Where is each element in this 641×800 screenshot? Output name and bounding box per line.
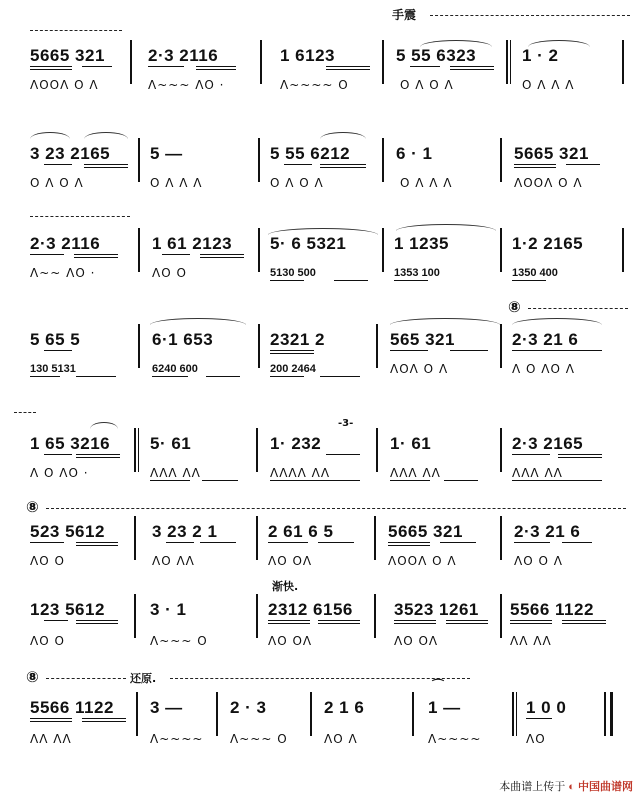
melody-measure: 3 23 2 1 [152, 522, 218, 541]
beam [44, 454, 72, 455]
barline [382, 228, 384, 272]
dashed-line [30, 216, 130, 217]
barline [500, 324, 502, 368]
barline [130, 40, 132, 84]
melody-measure: 2·3 2116 [30, 234, 101, 253]
tremolo-annotation: 手震 [392, 8, 417, 22]
beam [166, 542, 194, 543]
beam [84, 164, 128, 165]
beam [76, 457, 120, 458]
beam [318, 623, 360, 624]
slur [150, 318, 246, 325]
barline [138, 138, 140, 182]
beam [30, 542, 64, 543]
melody-measure: 3 — [150, 698, 183, 717]
beam [440, 542, 476, 543]
beam [82, 718, 126, 719]
beam [268, 623, 310, 624]
beam [444, 480, 478, 481]
beam [268, 542, 308, 543]
melody-measure: 5665 321 [514, 144, 589, 163]
melody-measure: 3 23 2165 [30, 144, 111, 163]
barline [260, 40, 262, 84]
beam [200, 254, 244, 255]
barline [256, 516, 258, 560]
melody-measure: 2·3 21 6 [514, 522, 581, 541]
beam [334, 280, 368, 281]
percussion-measure: ΛO [526, 732, 546, 746]
beam [512, 350, 602, 351]
melody-measure: 1 — [428, 698, 461, 717]
barline [138, 228, 140, 272]
percussion-measure: ΛO O [152, 266, 187, 280]
slur [396, 224, 496, 231]
beam [206, 376, 240, 377]
percussion-measure: ΛO O [30, 634, 65, 648]
barline [382, 138, 384, 182]
beam [284, 164, 312, 165]
barline [376, 428, 378, 472]
beam [566, 164, 600, 165]
melody-measure: 1 65 3216 [30, 434, 111, 453]
percussion-measure: ΛΛΛΛ ΛΛ [270, 466, 331, 480]
rehearsal-mark: ⑧ [508, 298, 521, 316]
beam [394, 280, 428, 281]
melody-measure: 5665 321 [30, 46, 105, 65]
beam [270, 353, 314, 354]
percussion-measure: Λ~~~~ O [280, 78, 349, 92]
beam [74, 254, 118, 255]
percussion-measure: ΛΛΛ ΛΛ [512, 466, 563, 480]
melody-measure: 6·1 653 [152, 330, 214, 349]
melody-measure: 1 1235 [394, 234, 449, 253]
percussion-measure: Λ O ΛO · [30, 466, 89, 480]
harmony-measure: 5130 500 [270, 267, 316, 279]
dashed-line [14, 412, 36, 413]
harmony-measure: 1353 100 [394, 267, 440, 279]
melody-measure: 2·3 2116 [148, 46, 219, 65]
harmony-measure: 6240 600 [152, 363, 198, 375]
percussion-measure: ΛΛ ΛΛ [510, 634, 552, 648]
beam [318, 620, 360, 621]
barline [374, 516, 376, 560]
beam [30, 376, 60, 377]
beam [558, 454, 602, 455]
beam [84, 167, 128, 168]
beam [390, 480, 430, 481]
beam [320, 164, 366, 165]
beam [446, 623, 488, 624]
fermata: ⌒ [432, 678, 445, 692]
beam [200, 257, 244, 258]
beam [514, 164, 556, 165]
barline [500, 594, 502, 638]
melody-measure: 5566 1122 [30, 698, 114, 717]
barline [256, 428, 258, 472]
barline [138, 324, 140, 368]
harmony-measure: 130 5131 [30, 363, 76, 375]
melody-measure: 2 1 6 [324, 698, 365, 717]
beam [44, 350, 72, 351]
final-barline-thick [610, 692, 613, 736]
beam [82, 721, 126, 722]
percussion-measure: ΛΛΛ ΛΛ [390, 466, 441, 480]
repeat-barline [516, 692, 517, 736]
dashed-line [528, 308, 628, 309]
dashed-line [430, 15, 630, 16]
percussion-measure: Λ~~~ O [150, 634, 208, 648]
percussion-measure: ΛO O [30, 554, 65, 568]
beam [30, 718, 72, 719]
melody-measure: 5665 321 [388, 522, 463, 541]
beam [562, 542, 592, 543]
barline [622, 228, 624, 272]
system-5 [0, 404, 641, 499]
beam [512, 480, 602, 481]
beam [446, 620, 488, 621]
system-4 [0, 292, 641, 387]
percussion-measure: ΛO OΛ [268, 554, 313, 568]
dashed-line [46, 508, 626, 509]
melody-measure: 2·3 21 6 [512, 330, 579, 349]
upload-credit [499, 778, 633, 794]
beam [394, 623, 436, 624]
system-3 [0, 194, 641, 289]
beam [320, 167, 366, 168]
beam [512, 454, 550, 455]
beam [30, 254, 64, 255]
melody-measure: 2 · 3 [230, 698, 267, 717]
melody-measure: 2 61 6 5 [268, 522, 334, 541]
melody-measure: 1 0 0 [526, 698, 567, 717]
melody-measure: 1·2 2165 [512, 234, 584, 253]
percussion-measure: Λ~~~~ [150, 732, 204, 746]
beam [562, 620, 606, 621]
beam [558, 457, 602, 458]
percussion-measure: Λ~~~ O [230, 732, 288, 746]
barline [256, 594, 258, 638]
harmony-measure: 200 2464 [270, 363, 316, 375]
barline [134, 594, 136, 638]
barline [500, 428, 502, 472]
beam [270, 480, 360, 481]
percussion-measure: Λ~~~ ΛO · [148, 78, 225, 92]
beam [394, 620, 436, 621]
barline [134, 428, 136, 472]
rehearsal-mark: ⑧ [26, 498, 39, 516]
system-6 [0, 494, 641, 589]
harmony-measure: 1350 400 [512, 267, 558, 279]
barline [510, 40, 511, 84]
beam [270, 280, 304, 281]
beam [200, 542, 236, 543]
beam [76, 542, 118, 543]
melody-measure: 523 5612 [30, 522, 105, 541]
credit-prefix: 本曲谱上传于 [499, 781, 566, 793]
melody-measure: 1· 61 [390, 434, 432, 453]
barline [500, 138, 502, 182]
beam [320, 376, 360, 377]
percussion-measure: ΛO Λ [324, 732, 358, 746]
beam [450, 66, 494, 67]
percussion-measure: ΛOOΛ O Λ [30, 78, 99, 92]
barline [500, 228, 502, 272]
barline [310, 692, 312, 736]
percussion-measure: ΛO O Λ [514, 554, 563, 568]
beam [44, 620, 68, 621]
melody-measure: 5 55 6323 [396, 46, 477, 65]
beam [318, 542, 354, 543]
beam [388, 545, 430, 546]
barline [134, 516, 136, 560]
barline [258, 228, 260, 272]
beam [76, 623, 118, 624]
slur [90, 422, 118, 429]
melody-measure: 5 55 6212 [270, 144, 351, 163]
barline [374, 594, 376, 638]
melody-measure: 1 · 2 [522, 46, 559, 65]
barline [382, 40, 384, 84]
beam [196, 69, 236, 70]
barline [216, 692, 218, 736]
percussion-measure: ΛO OΛ [268, 634, 313, 648]
beam [514, 542, 550, 543]
beam [30, 721, 72, 722]
triplet-mark: -3- [338, 418, 354, 429]
system-7 [0, 576, 641, 671]
beam [162, 254, 190, 255]
percussion-measure: Λ~~~~ [428, 732, 482, 746]
percussion-measure: ΛOOΛ O Λ [514, 176, 583, 190]
melody-measure: 1 6123 [280, 46, 335, 65]
beam [390, 350, 428, 351]
system-1 [0, 0, 641, 95]
a-tempo-annotation: 还原. [130, 672, 157, 685]
beam [450, 350, 488, 351]
beam [30, 66, 72, 67]
barline [258, 138, 260, 182]
beam [196, 66, 236, 67]
melody-measure: 2·3 2165 [512, 434, 584, 453]
melody-measure: 2312 6156 [268, 600, 353, 619]
melody-measure: 1 61 2123 [152, 234, 233, 253]
barline [258, 324, 260, 368]
dashed-line [46, 678, 126, 679]
beam [270, 376, 304, 377]
percussion-measure: O Λ O Λ [30, 176, 84, 190]
system-8 [0, 664, 641, 759]
beam [562, 623, 606, 624]
percussion-measure: O Λ O Λ [270, 176, 324, 190]
percussion-measure: ΛO ΛΛ [152, 554, 195, 568]
percussion-measure: O Λ Λ Λ [150, 176, 203, 190]
barline [500, 516, 502, 560]
melody-measure: 3523 1261 [394, 600, 479, 619]
melody-measure: 5566 1122 [510, 600, 594, 619]
percussion-measure: ΛO OΛ [394, 634, 439, 648]
melody-measure: 3 · 1 [150, 600, 187, 619]
beam [44, 164, 72, 165]
barline [622, 40, 624, 84]
melody-measure: 5· 6 5321 [270, 234, 347, 253]
system-2 [0, 98, 641, 193]
dashed-line [30, 30, 122, 31]
barline [506, 40, 508, 84]
beam [150, 480, 190, 481]
percussion-measure: O Λ Λ Λ [522, 78, 575, 92]
percussion-measure: ΛOOΛ O Λ [388, 554, 457, 568]
barline [376, 324, 378, 368]
slur [30, 132, 70, 139]
melody-measure: 6 · 1 [396, 144, 433, 163]
slur [512, 318, 602, 325]
melody-measure: 2321 2 [270, 330, 325, 349]
beam [202, 480, 238, 481]
percussion-measure: Λ O ΛO Λ [512, 362, 575, 376]
beam [326, 454, 360, 455]
dashed-line [170, 678, 470, 679]
beam [76, 545, 118, 546]
percussion-measure: Λ~~ ΛO · [30, 266, 96, 280]
percussion-measure: O Λ O Λ [400, 78, 454, 92]
beam [510, 623, 552, 624]
barline [412, 692, 414, 736]
percussion-measure: ΛΛ ΛΛ [30, 732, 72, 746]
beam [268, 620, 310, 621]
accelerando-annotation: 渐快. [272, 580, 299, 593]
slur [390, 318, 500, 325]
beam [410, 66, 440, 67]
melody-measure: 5· 61 [150, 434, 192, 453]
percussion-measure: ΛOΛ O Λ [390, 362, 449, 376]
beam [152, 376, 188, 377]
beam [388, 542, 430, 543]
barline [136, 692, 138, 736]
beam [76, 454, 120, 455]
beam [326, 69, 370, 70]
beam [76, 376, 116, 377]
beam [148, 66, 184, 67]
melody-measure: 565 321 [390, 330, 455, 349]
melody-measure: 5 — [150, 144, 183, 163]
melody-measure: 5 65 5 [30, 330, 81, 349]
final-barline-thin [604, 692, 606, 736]
beam [326, 66, 370, 67]
slur [320, 132, 366, 139]
beam [270, 350, 314, 351]
melody-measure: 123 5612 [30, 600, 105, 619]
beam [450, 69, 494, 70]
percussion-measure: ΛΛΛ ΛΛ [150, 466, 201, 480]
slur [84, 132, 128, 139]
beam [526, 718, 552, 719]
beam [514, 167, 556, 168]
repeat-barline [138, 428, 139, 472]
site-logo: ◐ [568, 781, 575, 793]
melody-measure: 1· 232 [270, 434, 322, 453]
rehearsal-mark: ⑧ [26, 668, 39, 686]
site-name[interactable]: 中国曲谱网 [578, 781, 633, 793]
beam [74, 257, 118, 258]
beam [30, 69, 72, 70]
beam [512, 280, 546, 281]
percussion-measure: O Λ Λ Λ [400, 176, 453, 190]
beam [76, 620, 118, 621]
beam [82, 66, 112, 67]
beam [510, 620, 552, 621]
barline [512, 692, 514, 736]
